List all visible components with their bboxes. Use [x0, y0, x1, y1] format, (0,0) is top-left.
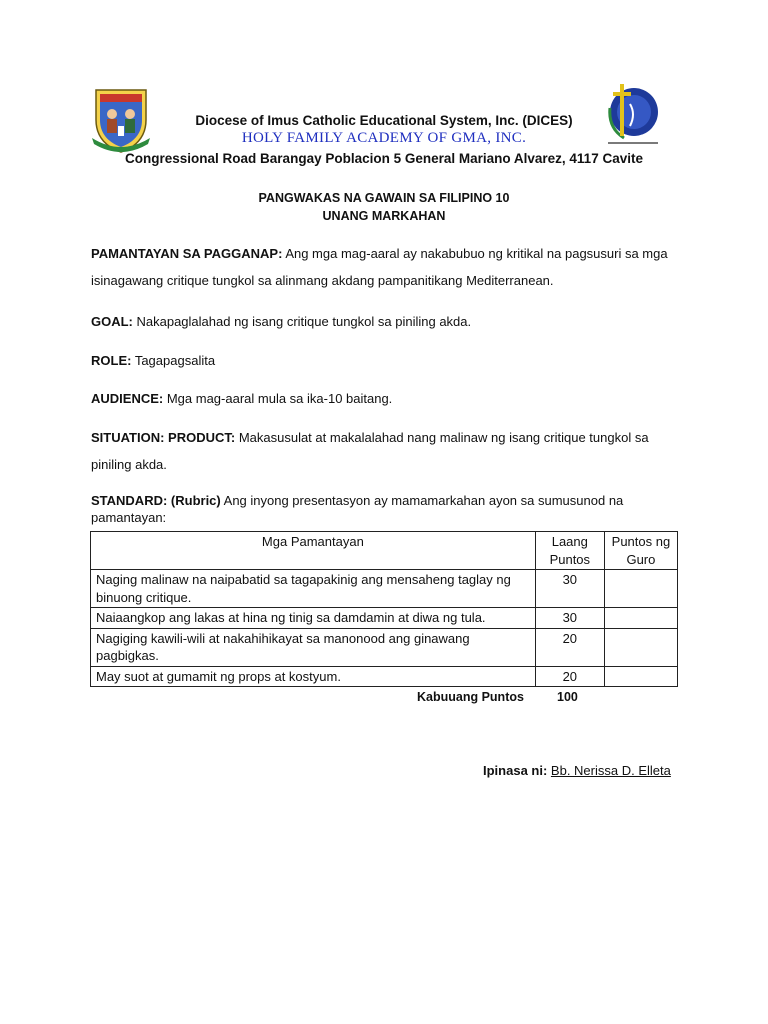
document-title: PANGWAKAS NA GAWAIN SA FILIPINO 10 [258, 191, 510, 205]
audience-label: AUDIENCE: [91, 391, 164, 406]
points-cell: 30 [535, 570, 604, 608]
header-criteria: Mga Pamantayan [91, 532, 536, 570]
rubric-table [90, 531, 678, 687]
table-row [91, 666, 678, 687]
header-points: Laang Puntos [535, 532, 604, 570]
submitted-by-name: Bb. Nerissa D. Elleta [550, 763, 671, 778]
document-subtitle: UNANG MARKAHAN [322, 209, 446, 223]
points-cell: 30 [535, 608, 604, 629]
role-text: Tagapagsalita [131, 353, 216, 368]
criterion-cell: May suot at gumamit ng props at kostyum. [91, 666, 536, 687]
school-name: HOLY FAMILY ACADEMY OF GMA, INC. [241, 130, 527, 146]
role-label: ROLE: [91, 353, 132, 368]
audience-text: Mga mag-aaral mula sa ika-10 baitang. [163, 391, 393, 406]
criterion-cell: Naiaangkop ang lakas at hina ng tinig sa damdamin at diwa ng tula. [91, 608, 536, 629]
points-cell: 20 [535, 666, 604, 687]
total-points-value: 100 [557, 690, 578, 704]
standard-label: STANDARD: (Rubric) [91, 493, 221, 508]
table-row [91, 570, 678, 608]
criterion-cell: Naging malinaw na naipabatid sa tagapakinig ang mensaheng taglay ng binuong critique. [91, 570, 536, 608]
signature-line [483, 763, 671, 778]
teacher-score-cell [604, 666, 677, 687]
criterion-cell: Nagiging kawili-wili at nakahihikayat sa manonood ang ginawang pagbigkas. [91, 628, 536, 666]
situation-paragraph [91, 424, 691, 478]
rubric-header-row [91, 532, 678, 570]
goal-label: GOAL: [91, 314, 133, 329]
pamantayan-text: Ang mga mag-aaral ay nakabubuo ng kritikal na pagsusuri sa mga isinagawang critique tungkol sa alinmang akdang pampanitikang Mediterranean. [91, 246, 668, 288]
standard-paragraph [91, 492, 691, 526]
table-row [91, 628, 678, 666]
pamantayan-paragraph [91, 240, 691, 294]
situation-text: Makasusulat at makalalahad nang malinaw ng isang critique tungkol sa piniling akda. [91, 430, 649, 472]
teacher-score-cell [604, 608, 677, 629]
header-teacher-score: Puntos ng Guro [604, 532, 677, 570]
total-points-label: Kabuuang Puntos [417, 690, 524, 704]
school-address: Congressional Road Barangay Poblacion 5 General Mariano Alvarez, 4117 Cavite [125, 151, 643, 166]
diocese-name: Diocese of Imus Catholic Educational System, Inc. (DICES) [195, 113, 573, 128]
teacher-score-cell [604, 570, 677, 608]
standard-text: Ang inyong presentasyon ay mamamarkahan ayon sa sumusunod na pamantayan: [91, 493, 624, 525]
role-paragraph [91, 347, 691, 374]
audience-paragraph [91, 385, 691, 412]
goal-paragraph [91, 308, 691, 335]
pamantayan-label: PAMANTAYAN SA PAGGANAP: [91, 246, 283, 261]
submitted-by-label: Ipinasa ni: [483, 763, 548, 778]
teacher-score-cell [604, 628, 677, 666]
goal-text: Nakapaglalahad ng isang critique tungkol sa piniling akda. [132, 314, 472, 329]
situation-label: SITUATION: PRODUCT: [91, 430, 236, 445]
table-row [91, 608, 678, 629]
points-cell: 20 [535, 628, 604, 666]
